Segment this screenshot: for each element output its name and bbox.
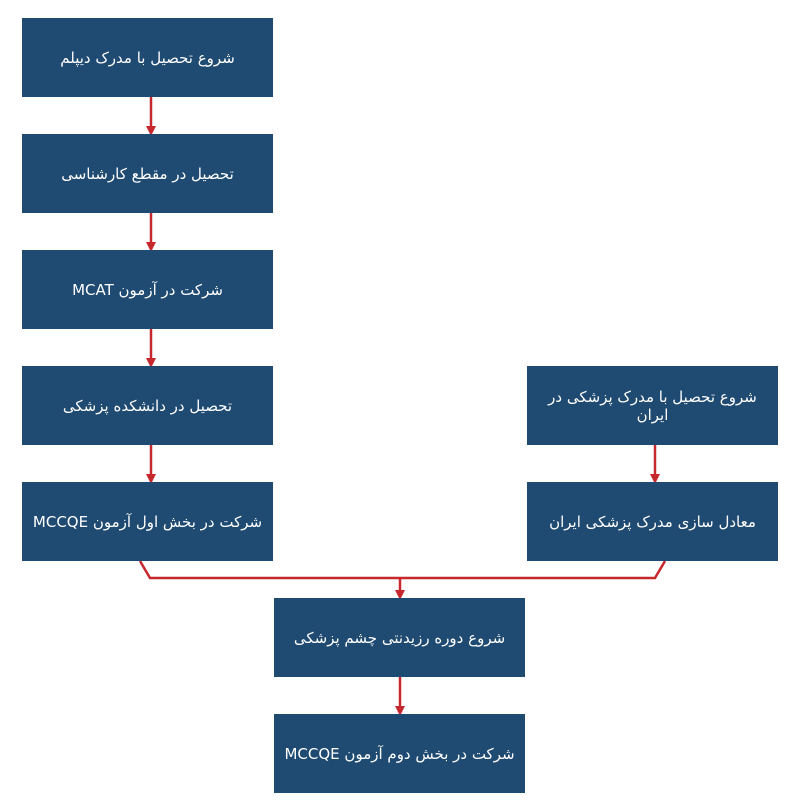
node-start-iran: شروع تحصیل با مدرک پزشکی در ایران (527, 366, 778, 445)
node-residency: شروع دوره رزیدنتی چشم پزشکی (274, 598, 525, 677)
merge-line (140, 561, 665, 578)
node-equivalence: معادل سازی مدرک پزشکی ایران (527, 482, 778, 561)
node-mcat: شرکت در آزمون MCAT (22, 250, 273, 329)
node-mccqe2: شرکت در بخش دوم آزمون MCCQE (274, 714, 525, 793)
node-med-school: تحصیل در دانشکده پزشکی (22, 366, 273, 445)
node-mccqe1: شرکت در بخش اول آزمون MCCQE (22, 482, 273, 561)
node-bachelor: تحصیل در مقطع کارشناسی (22, 134, 273, 213)
node-start-diploma: شروع تحصیل با مدرک دیپلم (22, 18, 273, 97)
